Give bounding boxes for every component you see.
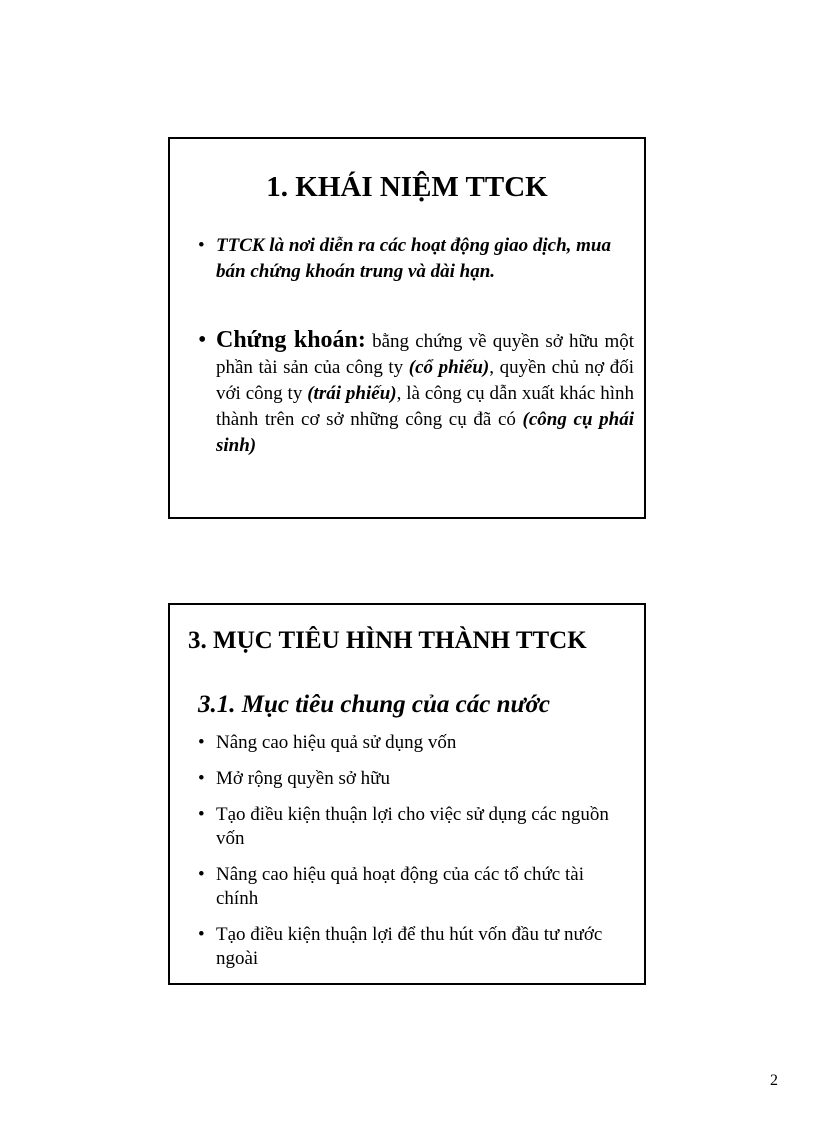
list-item: [198, 803, 618, 851]
slide1-bullet-ttck-definition: [198, 233, 634, 285]
objectives-list: [198, 731, 618, 983]
slide-khai-niem-ttck: [168, 137, 646, 519]
page-number: 2: [770, 1072, 778, 1089]
bullet-dot: •: [198, 732, 205, 753]
bullet-dot: •: [198, 924, 205, 945]
list-item: [198, 731, 618, 755]
list-item-text: Nâng cao hiệu quả sử dụng vốn: [216, 732, 457, 753]
list-item: [198, 863, 618, 911]
bullet-dot: •: [198, 327, 207, 353]
slide2-title: 3. MỤC TIÊU HÌNH THÀNH TTCK: [188, 627, 587, 654]
chung-khoan-term: Chứng khoán:: [216, 327, 366, 353]
bullet2-text-part1: bằng chứng về quyền sở hữu một phần tài sản của công ty: [216, 331, 635, 378]
bullet-dot: •: [198, 768, 205, 789]
trai-phieu-term: (trái phiếu): [307, 383, 397, 404]
list-item: [198, 923, 618, 971]
list-item-text: Nâng cao hiệu quả hoạt động của các tổ chức tài chính: [216, 864, 584, 909]
list-item-text: Tạo điều kiện thuận lợi cho việc sử dụng các nguồn vốn: [216, 804, 609, 849]
list-item-text: Mở rộng quyền sở hữu: [216, 768, 390, 789]
bullet2-text-part2: , quyền chủ nợ đối với công ty: [216, 357, 634, 404]
list-item: [198, 767, 618, 791]
slide1-bullet-chung-khoan: [198, 327, 634, 459]
slide1-bullet1-text: TTCK là nơi diễn ra các hoạt động giao dịch, mua bán chứng khoán trung và dài hạn.: [216, 235, 611, 282]
slide2-subtitle: 3.1. Mục tiêu chung của các nước: [198, 691, 551, 718]
slide-muc-tieu-hinh-thanh-ttck: [168, 603, 646, 985]
bullet-dot: •: [198, 864, 205, 885]
bullet-dot: •: [198, 235, 205, 256]
co-phieu-term: (cổ phiếu): [408, 357, 490, 378]
bullet2-text-part3: , là công cụ dẫn xuất khác hình thành trên cơ sở những công cụ đã có: [216, 383, 634, 430]
list-item-text: Tạo điều kiện thuận lợi để thu hút vốn đầu tư nước ngoài: [216, 924, 603, 969]
bullet-dot: •: [198, 804, 205, 825]
slide1-bullet2-text: [216, 327, 634, 459]
slide1-title: 1. KHÁI NIỆM TTCK: [266, 171, 548, 203]
cong-cu-phai-sinh-term: (công cụ phái sinh): [216, 409, 634, 456]
